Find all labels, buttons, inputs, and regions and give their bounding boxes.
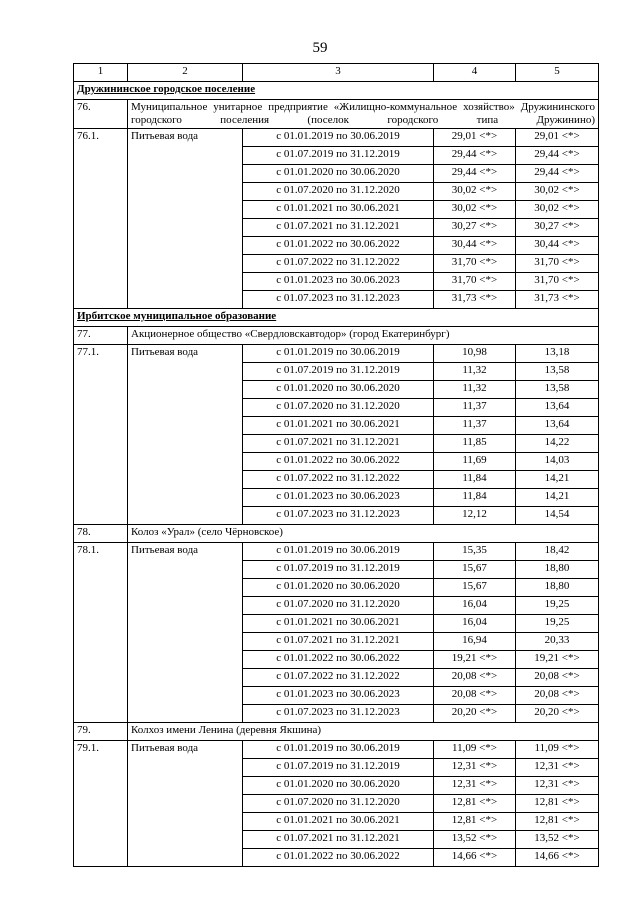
organization-number: 79. bbox=[74, 723, 128, 741]
period-cell: с 01.01.2019 по 30.06.2019 bbox=[243, 345, 434, 363]
period-cell: с 01.01.2021 по 30.06.2021 bbox=[243, 201, 434, 219]
period-cell: с 01.01.2023 по 30.06.2023 bbox=[243, 273, 434, 291]
tariff-row bbox=[74, 741, 599, 759]
tariff-value-vat-cell: 19,21 <*> bbox=[516, 651, 599, 669]
tariff-value-vat-cell: 14,66 <*> bbox=[516, 849, 599, 867]
tariff-value-vat-cell: 30,44 <*> bbox=[516, 237, 599, 255]
organization-row bbox=[74, 525, 599, 543]
period-cell: с 01.01.2019 по 30.06.2019 bbox=[243, 129, 434, 147]
tariff-value-cell: 12,31 <*> bbox=[434, 759, 516, 777]
tariff-value-cell: 10,98 bbox=[434, 345, 516, 363]
item-number: 77.1. bbox=[74, 345, 128, 525]
period-cell: с 01.01.2021 по 30.06.2021 bbox=[243, 813, 434, 831]
tariff-value-cell: 11,85 bbox=[434, 435, 516, 453]
organization-name: Колоз «Урал» (село Чёрновское) bbox=[128, 525, 599, 543]
period-cell: с 01.01.2020 по 30.06.2020 bbox=[243, 165, 434, 183]
tariff-value-cell: 16,04 bbox=[434, 597, 516, 615]
tariff-value-vat-cell: 13,58 bbox=[516, 381, 599, 399]
period-cell: с 01.07.2019 по 31.12.2019 bbox=[243, 759, 434, 777]
period-cell: с 01.07.2020 по 31.12.2020 bbox=[243, 183, 434, 201]
tariff-value-cell: 12,81 <*> bbox=[434, 795, 516, 813]
tariff-value-cell: 20,08 <*> bbox=[434, 669, 516, 687]
organization-row bbox=[74, 100, 599, 129]
organization-row bbox=[74, 723, 599, 741]
tariff-value-vat-cell: 20,08 <*> bbox=[516, 669, 599, 687]
tariff-row bbox=[74, 345, 599, 363]
tariff-value-cell: 31,73 <*> bbox=[434, 291, 516, 309]
tariff-value-cell: 29,44 <*> bbox=[434, 147, 516, 165]
tariff-value-cell: 20,08 <*> bbox=[434, 687, 516, 705]
period-cell: с 01.07.2022 по 31.12.2022 bbox=[243, 471, 434, 489]
section-row bbox=[74, 309, 599, 327]
column-number-2: 2 bbox=[128, 64, 243, 82]
column-number-row bbox=[74, 64, 599, 82]
tariff-value-vat-cell: 18,80 bbox=[516, 561, 599, 579]
organization-name: Колхоз имени Ленина (деревня Якшина) bbox=[128, 723, 599, 741]
tariff-value-vat-cell: 31,70 <*> bbox=[516, 273, 599, 291]
period-cell: с 01.01.2020 по 30.06.2020 bbox=[243, 579, 434, 597]
period-cell: с 01.07.2023 по 31.12.2023 bbox=[243, 705, 434, 723]
tariff-value-vat-cell: 13,52 <*> bbox=[516, 831, 599, 849]
tariff-value-vat-cell: 13,64 bbox=[516, 399, 599, 417]
period-cell: с 01.01.2022 по 30.06.2022 bbox=[243, 651, 434, 669]
section-row bbox=[74, 82, 599, 100]
tariff-value-vat-cell: 11,09 <*> bbox=[516, 741, 599, 759]
section-title: Ирбитское муниципальное образование bbox=[74, 309, 599, 327]
tariff-value-vat-cell: 31,70 <*> bbox=[516, 255, 599, 273]
period-cell: с 01.01.2022 по 30.06.2022 bbox=[243, 453, 434, 471]
item-number: 79.1. bbox=[74, 741, 128, 867]
tariff-value-cell: 15,35 bbox=[434, 543, 516, 561]
period-cell: с 01.01.2022 по 30.06.2022 bbox=[243, 849, 434, 867]
period-cell: с 01.07.2022 по 31.12.2022 bbox=[243, 255, 434, 273]
tariff-value-vat-cell: 29,44 <*> bbox=[516, 165, 599, 183]
tariff-value-vat-cell: 12,31 <*> bbox=[516, 759, 599, 777]
period-cell: с 01.07.2020 по 31.12.2020 bbox=[243, 597, 434, 615]
tariff-value-cell: 11,69 bbox=[434, 453, 516, 471]
tariff-value-vat-cell: 30,27 <*> bbox=[516, 219, 599, 237]
tariff-row bbox=[74, 129, 599, 147]
tariff-value-cell: 30,02 <*> bbox=[434, 183, 516, 201]
period-cell: с 01.07.2023 по 31.12.2023 bbox=[243, 507, 434, 525]
tariff-value-vat-cell: 18,80 bbox=[516, 579, 599, 597]
period-cell: с 01.07.2021 по 31.12.2021 bbox=[243, 219, 434, 237]
tariff-value-cell: 11,84 bbox=[434, 489, 516, 507]
tariff-value-vat-cell: 18,42 bbox=[516, 543, 599, 561]
tariff-value-cell: 30,44 <*> bbox=[434, 237, 516, 255]
tariff-value-vat-cell: 14,21 bbox=[516, 471, 599, 489]
tariff-value-vat-cell: 13,58 bbox=[516, 363, 599, 381]
tariff-value-cell: 16,94 bbox=[434, 633, 516, 651]
item-label: Питьевая вода bbox=[128, 543, 243, 723]
tariff-value-cell: 31,70 <*> bbox=[434, 255, 516, 273]
column-number-5: 5 bbox=[516, 64, 599, 82]
period-cell: с 01.07.2021 по 31.12.2021 bbox=[243, 831, 434, 849]
tariff-value-vat-cell: 19,25 bbox=[516, 597, 599, 615]
tariff-value-vat-cell: 20,33 bbox=[516, 633, 599, 651]
period-cell: с 01.01.2019 по 30.06.2019 bbox=[243, 543, 434, 561]
tariff-value-vat-cell: 14,21 bbox=[516, 489, 599, 507]
tariff-value-cell: 15,67 bbox=[434, 579, 516, 597]
tariff-value-cell: 29,01 <*> bbox=[434, 129, 516, 147]
tariff-value-cell: 12,12 bbox=[434, 507, 516, 525]
tariff-value-cell: 12,31 <*> bbox=[434, 777, 516, 795]
tariff-table bbox=[73, 63, 599, 867]
column-number-4: 4 bbox=[434, 64, 516, 82]
tariff-value-vat-cell: 29,44 <*> bbox=[516, 147, 599, 165]
tariff-value-cell: 12,81 <*> bbox=[434, 813, 516, 831]
tariff-value-vat-cell: 20,08 <*> bbox=[516, 687, 599, 705]
organization-row bbox=[74, 327, 599, 345]
tariff-value-cell: 11,32 bbox=[434, 363, 516, 381]
tariff-value-cell: 30,27 <*> bbox=[434, 219, 516, 237]
tariff-value-cell: 11,37 bbox=[434, 417, 516, 435]
item-number: 76.1. bbox=[74, 129, 128, 309]
section-title: Дружининское городское поселение bbox=[74, 82, 599, 100]
column-number-3: 3 bbox=[243, 64, 434, 82]
tariff-value-vat-cell: 12,81 <*> bbox=[516, 795, 599, 813]
period-cell: с 01.01.2021 по 30.06.2021 bbox=[243, 615, 434, 633]
organization-number: 76. bbox=[74, 100, 128, 129]
tariff-row bbox=[74, 543, 599, 561]
tariff-value-cell: 15,67 bbox=[434, 561, 516, 579]
page-number: 59 bbox=[312, 40, 328, 56]
tariff-value-vat-cell: 12,31 <*> bbox=[516, 777, 599, 795]
period-cell: с 01.01.2019 по 30.06.2019 bbox=[243, 741, 434, 759]
period-cell: с 01.01.2023 по 30.06.2023 bbox=[243, 687, 434, 705]
tariff-value-vat-cell: 19,25 bbox=[516, 615, 599, 633]
tariff-value-vat-cell: 14,54 bbox=[516, 507, 599, 525]
organization-name: Муниципальное унитарное предприятие «Жилищно-коммунальное хозяйство» Дружининского городского поселения (поселок городского типа Дружинино) bbox=[128, 100, 599, 129]
tariff-value-cell: 11,84 bbox=[434, 471, 516, 489]
period-cell: с 01.07.2020 по 31.12.2020 bbox=[243, 795, 434, 813]
tariff-value-vat-cell: 29,01 <*> bbox=[516, 129, 599, 147]
tariff-value-vat-cell: 31,73 <*> bbox=[516, 291, 599, 309]
item-number: 78.1. bbox=[74, 543, 128, 723]
period-cell: с 01.07.2021 по 31.12.2021 bbox=[243, 435, 434, 453]
period-cell: с 01.07.2019 по 31.12.2019 bbox=[243, 147, 434, 165]
tariff-value-cell: 31,70 <*> bbox=[434, 273, 516, 291]
tariff-value-cell: 11,09 <*> bbox=[434, 741, 516, 759]
period-cell: с 01.07.2022 по 31.12.2022 bbox=[243, 669, 434, 687]
tariff-value-cell: 14,66 <*> bbox=[434, 849, 516, 867]
period-cell: с 01.07.2019 по 31.12.2019 bbox=[243, 561, 434, 579]
period-cell: с 01.07.2021 по 31.12.2021 bbox=[243, 633, 434, 651]
item-label: Питьевая вода bbox=[128, 741, 243, 867]
period-cell: с 01.01.2023 по 30.06.2023 bbox=[243, 489, 434, 507]
period-cell: с 01.07.2019 по 31.12.2019 bbox=[243, 363, 434, 381]
tariff-value-cell: 20,20 <*> bbox=[434, 705, 516, 723]
period-cell: с 01.01.2020 по 30.06.2020 bbox=[243, 381, 434, 399]
period-cell: с 01.01.2020 по 30.06.2020 bbox=[243, 777, 434, 795]
item-label: Питьевая вода bbox=[128, 129, 243, 309]
tariff-value-vat-cell: 13,64 bbox=[516, 417, 599, 435]
tariff-value-cell: 30,02 <*> bbox=[434, 201, 516, 219]
period-cell: с 01.07.2023 по 31.12.2023 bbox=[243, 291, 434, 309]
tariff-value-cell: 19,21 <*> bbox=[434, 651, 516, 669]
organization-number: 78. bbox=[74, 525, 128, 543]
tariff-value-vat-cell: 20,20 <*> bbox=[516, 705, 599, 723]
organization-number: 77. bbox=[74, 327, 128, 345]
tariff-value-vat-cell: 30,02 <*> bbox=[516, 183, 599, 201]
period-cell: с 01.01.2022 по 30.06.2022 bbox=[243, 237, 434, 255]
column-number-1: 1 bbox=[74, 64, 128, 82]
tariff-value-vat-cell: 13,18 bbox=[516, 345, 599, 363]
tariff-value-vat-cell: 30,02 <*> bbox=[516, 201, 599, 219]
tariff-value-cell: 29,44 <*> bbox=[434, 165, 516, 183]
tariff-value-cell: 13,52 <*> bbox=[434, 831, 516, 849]
tariff-value-cell: 16,04 bbox=[434, 615, 516, 633]
tariff-value-vat-cell: 14,22 bbox=[516, 435, 599, 453]
tariff-value-cell: 11,37 bbox=[434, 399, 516, 417]
item-label: Питьевая вода bbox=[128, 345, 243, 525]
tariff-value-cell: 11,32 bbox=[434, 381, 516, 399]
tariff-table-body bbox=[74, 64, 599, 867]
organization-name: Акционерное общество «Свердловскавтодор» (город Екатеринбург) bbox=[128, 327, 599, 345]
period-cell: с 01.07.2020 по 31.12.2020 bbox=[243, 399, 434, 417]
period-cell: с 01.01.2021 по 30.06.2021 bbox=[243, 417, 434, 435]
tariff-value-vat-cell: 12,81 <*> bbox=[516, 813, 599, 831]
tariff-value-vat-cell: 14,03 bbox=[516, 453, 599, 471]
